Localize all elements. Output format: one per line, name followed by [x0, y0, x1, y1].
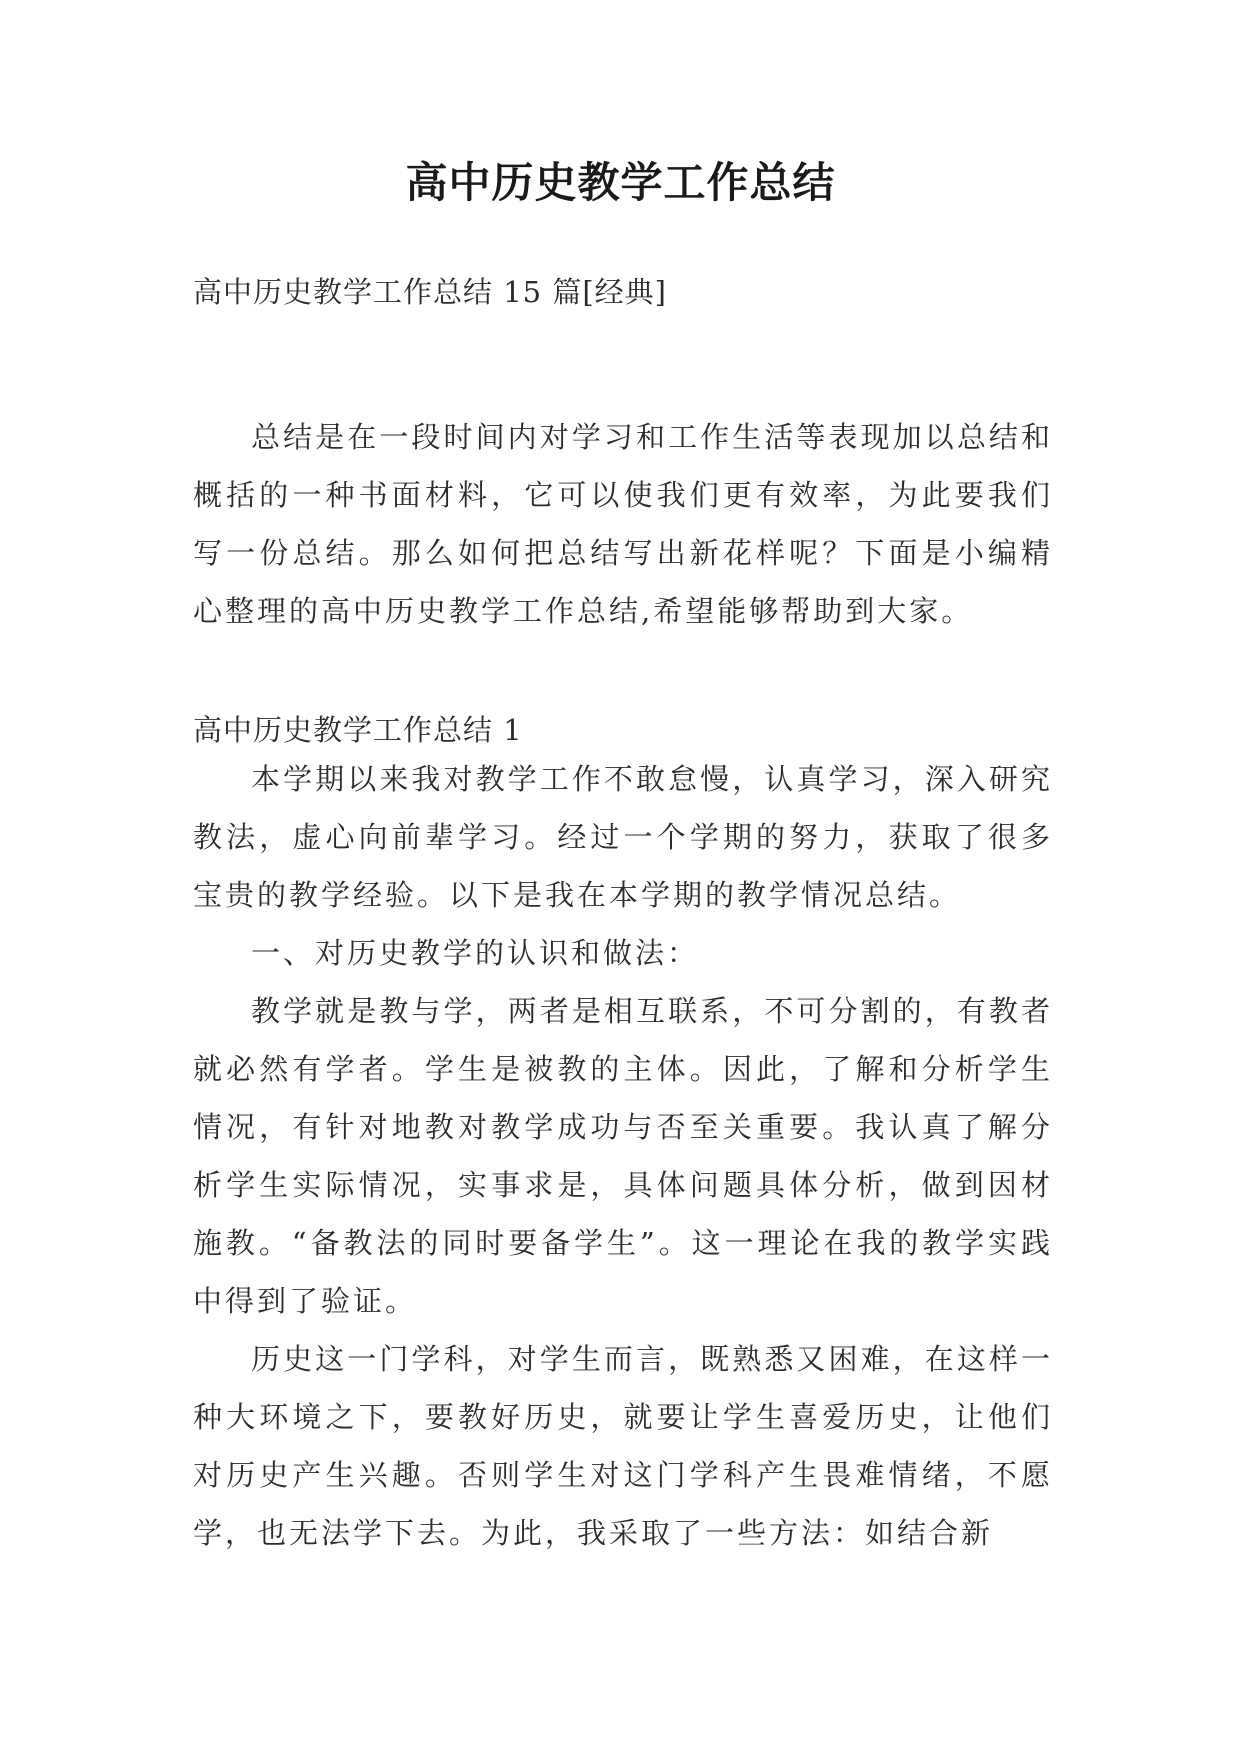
- intro-paragraph: 总结是在一段时间内对学习和工作生活等表现加以总结和概括的一种书面材料，它可以使我们更有效率，为此要我们写一份总结。那么如何把总结写出新花样呢？下面是小编精心整理的高中历史教学工作总结,希望能够帮助到大家。: [193, 420, 1053, 628]
- body-paragraph: 本学期以来我对教学工作不敢怠慢，认真学习，深入研究教法，虚心向前辈学习。经过一个学期的努力，获取了很多宝贵的教学经验。以下是我在本学期的教学情况总结。: [193, 762, 1053, 912]
- intro-block: [193, 408, 1053, 640]
- body-subheading: 一、对历史教学的认识和做法：: [251, 936, 700, 970]
- document-title: 高中历史教学工作总结: [405, 158, 836, 207]
- body-paragraph: 历史这一门学科，对学生而言，既熟悉又困难，在这样一种大环境之下，要教好历史，就要让学生喜爱历史，让他们对历史产生兴趣。否则学生对这门学科产生畏难情绪，不愿学，也无法学下去。为此，我采取了一些方法：如结合新: [193, 1342, 1053, 1550]
- document-subtitle: 高中历史教学工作总结 15 篇[经典]: [193, 275, 667, 309]
- body-paragraph: 教学就是教与学，两者是相互联系，不可分割的，有教者就必然有学者。学生是被教的主体。因此，了解和分析学生情况，有针对地教对教学成功与否至关重要。我认真了解分析学生实际情况，实事求是，具体问题具体分析，做到因材施教。“备教法的同时要备学生”。这一理论在我的教学实践中得到了验证。: [193, 994, 1053, 1318]
- section-heading: 高中历史教学工作总结 1: [193, 713, 523, 747]
- body-block: [193, 750, 1053, 1562]
